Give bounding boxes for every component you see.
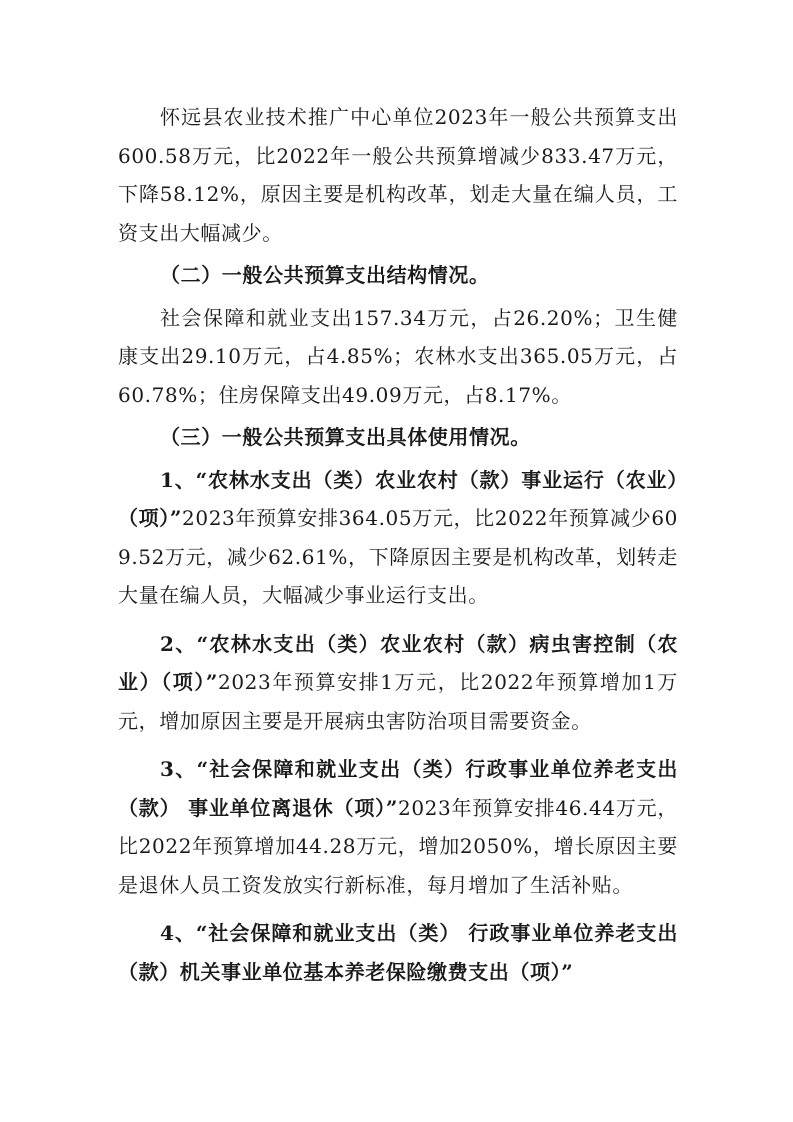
document-body bbox=[118, 98, 678, 991]
paragraph-budget-summary: 怀远县农业技术推广中心单位2023年一般公共预算支出600.58万元，比2022年一般公共预算增减少833.47万元，下降58.12%，原因主要是机构改革，划走大量在编人员，工资支出大幅减少。 bbox=[118, 105, 678, 245]
section-heading-structure: （二）一般公共预算支出结构情况。 bbox=[160, 263, 490, 287]
item-title: 2、“农林水支出（类）农业农村（款）病虫害控制（农业）（项）” bbox=[118, 631, 678, 694]
list-item bbox=[118, 914, 678, 991]
list-item bbox=[118, 750, 678, 904]
item-title: 4、“社会保障和就业支出（类） 行政事业单位养老支出（款）机关事业单位基本养老保险缴费支出（项）” bbox=[118, 921, 678, 984]
item-body: 2023年预算安排1万元，比2022年预算增加1万元，增加原因主要是开展病虫害防治项目需要资金。 bbox=[118, 670, 678, 733]
paragraph-expenditure-structure: 社会保障和就业支出157.34万元，占26.20%；卫生健康支出29.10万元，占4.85%；农林水支出365.05万元，占60.78%；住房保障支出49.09万元，占8.17%。 bbox=[118, 305, 678, 407]
item-title: 1、“农林水支出（类）农业农村（款）事业运行（农业）（项）” bbox=[118, 467, 678, 530]
item-title: 3、“社会保障和就业支出（类）行政事业单位养老支出（款） 事业单位离退休（项）” bbox=[118, 757, 678, 820]
list-item bbox=[118, 625, 678, 741]
item-body: 2023年预算安排46.44万元，比2022年预算增加44.28万元，增加2050%，增长原因主要是退休人员工资发放实行新标准，每月增加了生活补贴。 bbox=[118, 795, 679, 897]
section-heading-usage: （三）一般公共预算支出具体使用情况。 bbox=[160, 425, 531, 449]
item-body: 2023年预算安排364.05万元，比2022年预算减少609.52万元，减少62.61%，下降原因主要是机构改革，划转走大量在编人员，大幅减少事业运行支出。 bbox=[118, 506, 679, 607]
list-item bbox=[118, 461, 678, 615]
